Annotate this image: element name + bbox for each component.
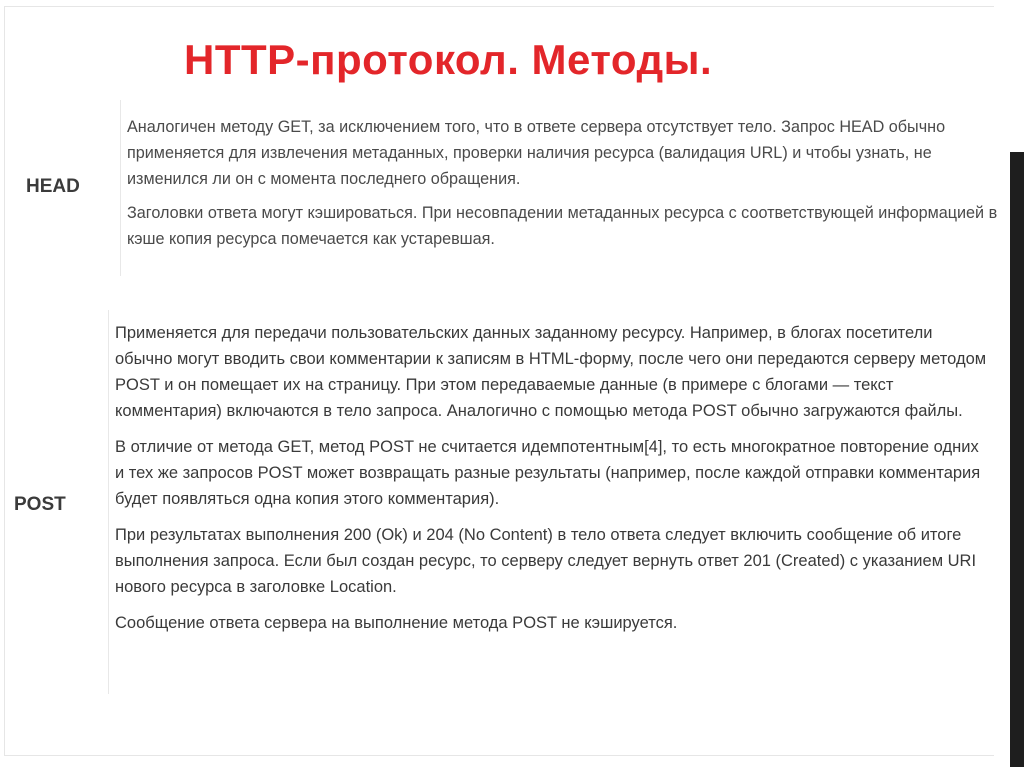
slide-title: HTTP-протокол. Методы. — [184, 36, 713, 83]
head-paragraph: Аналогичен методу GET, за исключением того, что в ответе сервера отсутствует тело. Запрос HEAD обычно применяется для извлечения метаданных, проверки наличия ресурса (валидация URL) и чтобы узнать, не изменился ли он с момента последнего обращения. — [127, 118, 946, 188]
method-label-post: POST — [14, 494, 66, 515]
method-description-head — [120, 100, 1000, 276]
head-paragraph: Заголовки ответа могут кэшироваться. При несовпадении метаданных ресурса с соответствующей информацией в кэше копия ресурса помечается как устаревшая. — [127, 204, 998, 248]
method-description-post — [108, 310, 988, 694]
post-paragraph: При результатах выполнения 200 (Ok) и 204 (No Content) в тело ответа следует включить сообщение об итоге выполнения запроса. Если был создан ресурс, то серверу следует вернуть ответ 201 (Created) с указанием URI нового ресурса в заголовке Location. — [115, 526, 977, 596]
method-label-head: HEAD — [26, 176, 80, 197]
post-paragraph: Применяется для передачи пользовательских данных заданному ресурсу. Например, в блогах посетители обычно могут вводить свои комментарии к записям в HTML-форму, после чего они передаются серверу методом POST и он помещает их на страницу. При этом передаваемые данные (в примере с блогами — текст комментария) включаются в тело запроса. Аналогично с помощью метода POST обычно загружаются файлы. — [115, 324, 987, 420]
post-paragraph: Сообщение ответа сервера на выполнение метода POST не кэшируется. — [115, 614, 678, 632]
accent-bar — [1010, 152, 1024, 767]
post-paragraph: В отличие от метода GET, метод POST не считается идемпотентным[4], то есть многократное повторение одних и тех же запросов POST может возвращать разные результаты (например, после каждой отправки комментария будет появляться одна копия этого комментария). — [115, 438, 981, 508]
